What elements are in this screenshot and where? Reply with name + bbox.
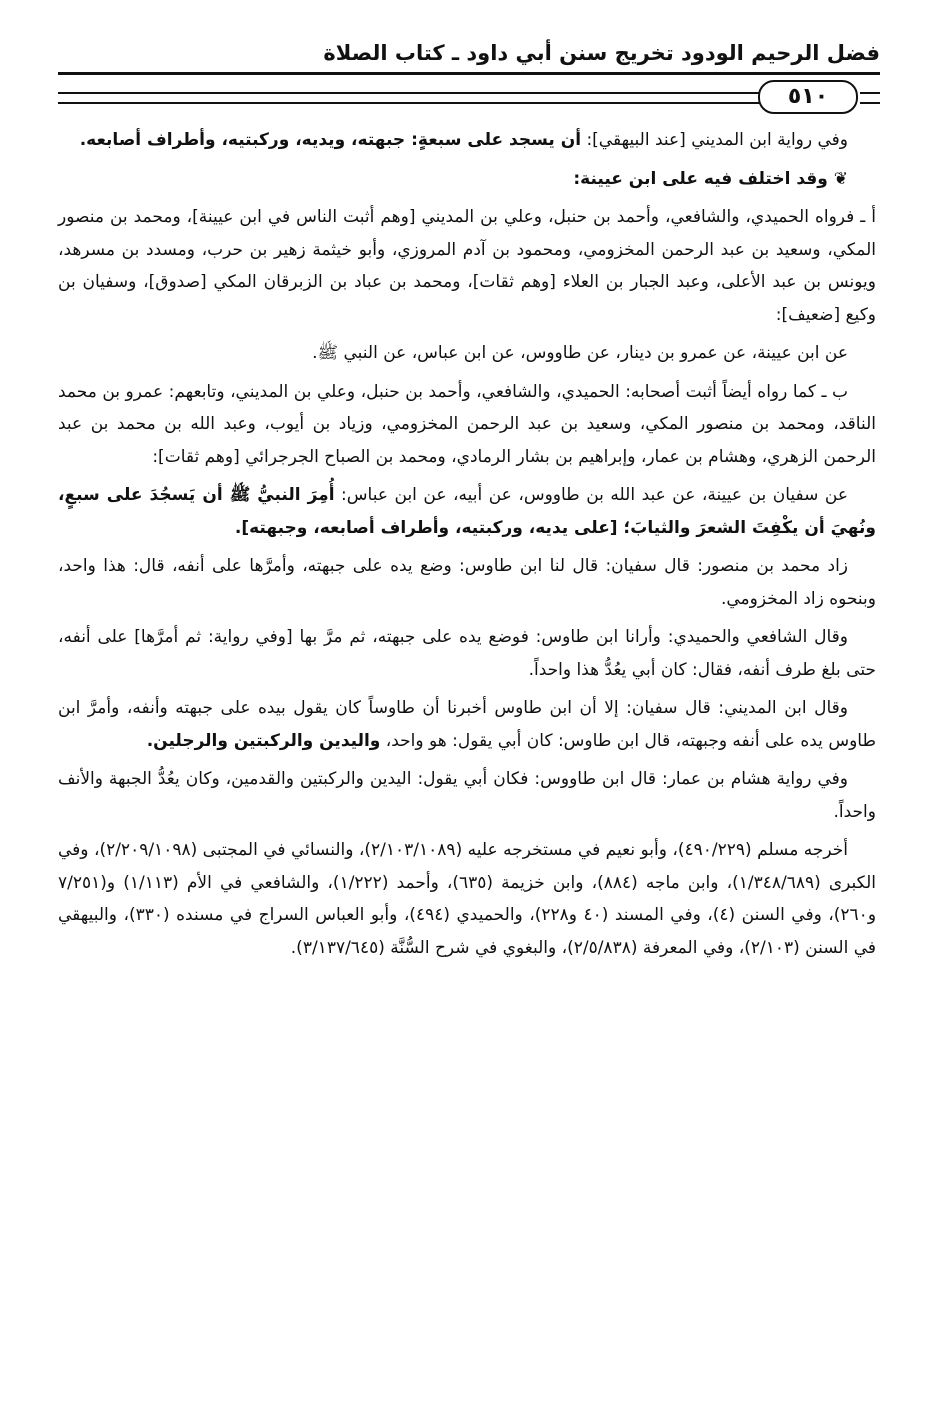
paragraph <box>58 550 876 615</box>
paragraph <box>58 834 876 964</box>
paragraph <box>58 479 876 544</box>
text-segment: وقال ابن المديني: قال سفيان: إلا أن ابن طاوس أخبرنا أن طاوساً كان يقول بيده على جبهته وأنفه، وأمرَّ ابن طاوس يده على أنفه وجبهته، قال ابن طاوس: كان أبي يقول: هو واحد، <box>58 698 876 751</box>
ornament-double-line-left <box>58 92 760 104</box>
page-body <box>58 124 876 970</box>
text-segment: عن سفيان بن عيينة، عن عبد الله بن طاووس، عن أبيه، عن ابن عباس: <box>334 485 848 505</box>
page-number: ٥١٠ <box>758 80 858 114</box>
paragraph <box>58 201 876 331</box>
paragraph <box>58 763 876 828</box>
header-rule <box>58 72 880 75</box>
paragraph <box>58 337 876 370</box>
page-number-ornament <box>58 80 880 114</box>
bold-text-segment: ❦ وقد اختلف فيه على ابن عيينة: <box>573 168 848 189</box>
text-segment: أخرجه مسلم (٤٩٠/٢٢٩)، وأبو نعيم في مستخرجه عليه (٢/١٠٣/١٠٨٩)، والنسائي في المجتبى (٢/٢٠٩/١٠٩٨)، وفي الكبرى (١/٣٤٨/٦٨٩)، وابن ماجه (٨٨٤)، وابن خزيمة (٦٣٥)، وأحمد (١/٢٢٢)، والشافعي في الأم (١/١١٣) و(٧/٢٥١ و٢٦٠)، وفي السنن (٤)، وفي المسند (٤٠ و٢٢٨)، والحميدي (٤٩٤)، وأبو العباس السراج في مسنده (٣٣٠)، والبيهقي في السنن (٢/١٠٣)، وفي المعرفة (٢/٥/٨٣٨)، والبغوي في شرح السُّنَّة (٣/١٣٧/٦٤٥). <box>58 840 877 958</box>
text-segment: أ ـ فرواه الحميدي، والشافعي، وأحمد بن حنبل، وعلي بن المديني [وهم أثبت الناس في ابن عيينة]، ومحمد بن منصور المكي، وسعيد بن عبد الرحمن المخزومي، ومحمود بن آدم المروزي، وأبو خيثمة زهير بن حرب، ومسدد بن مسرهد، ويونس بن عبد الأعلى، وعبد الجبار بن العلاء [وهم ثقات]، ومحمد بن عباد بن الزبرقان المكي [صدوق]، وسفيان بن وكيع [ضعيف]: <box>58 207 876 325</box>
paragraph <box>58 124 876 157</box>
running-title: فضل الرحيم الودود تخريج سنن أبي داود ـ كتاب الصلاة <box>323 41 880 65</box>
bold-text-segment: أن يسجد على سبعةٍ: جبهته، ويديه، وركبتيه، وأطراف أصابعه. <box>79 130 582 150</box>
bold-text-segment: أُمِرَ النبيُّ ﷺ أن يَسجُدَ على سبعٍ، ونُهيَ أن يكْفِتَ الشعرَ والثيابَ؛ [على يديه، وركبتيه، وأطراف أصابعه، وجبهته]. <box>58 485 876 538</box>
text-segment: ب ـ كما رواه أيضاً أثبت أصحابه: الحميدي، والشافعي، وأحمد بن حنبل، وعلي بن المديني، وتابعهم: عمرو بن محمد الناقد، ومحمد بن منصور المكي، وسعيد بن عبد الرحمن المخزومي، وزياد بن أيوب، وعبد الله بن محمد بن عبد الرحمن الزهري، وهشام بن عمار، وإبراهيم بن بشار الرمادي، ومحمد بن الصباح الجرجرائي [وهم ثقات]: <box>58 381 876 467</box>
paragraph <box>58 621 876 686</box>
paragraph <box>58 163 876 196</box>
text-segment: وفي رواية ابن المديني [عند البيهقي]: <box>581 130 848 150</box>
bold-text-segment: واليدين والركبتين والرجلين. <box>146 730 381 751</box>
paragraph <box>58 692 876 757</box>
text-segment: وفي رواية هشام بن عمار: قال ابن طاووس: فكان أبي يقول: اليدين والركبتين والقدمين، وكان يعُدُّ الجبهة والأنف واحداً. <box>58 769 876 822</box>
page-header <box>58 36 880 116</box>
text-segment: عن ابن عيينة، عن عمرو بن دينار، عن طاووس، عن ابن عباس، عن النبي ﷺ. <box>312 343 848 363</box>
paragraph <box>58 376 876 474</box>
ornament-double-line-right <box>860 92 880 104</box>
text-segment: وقال الشافعي والحميدي: وأرانا ابن طاوس: فوضع يده على جبهته، ثم مرَّ بها [وفي رواية: ثم أمرَّها] على أنفه، حتى بلغ طرف أنفه، فقال: كان أبي يعُدُّ هذا واحداً. <box>58 627 876 680</box>
text-segment: زاد محمد بن منصور: قال سفيان: قال لنا ابن طاوس: وضع يده على جبهته، وأمرَّها على أنفه، قال: هذا واحد، وبنحوه زاد المخزومي. <box>58 556 876 609</box>
